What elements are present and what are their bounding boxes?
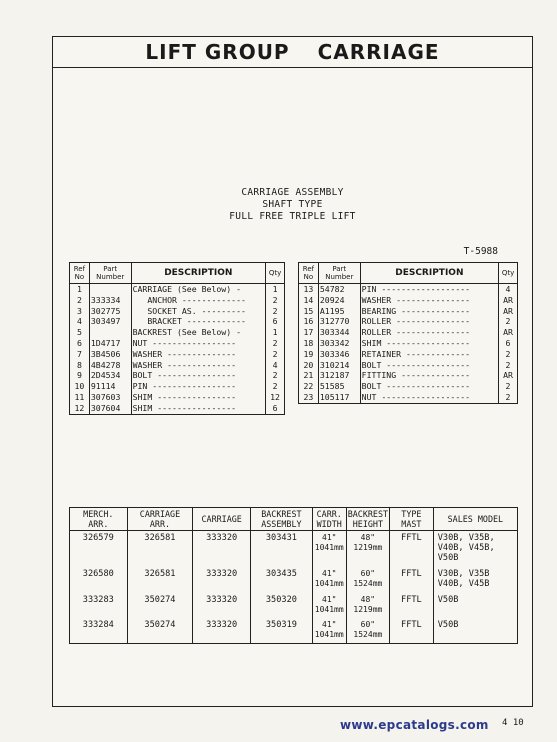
qty: 2: [266, 370, 285, 381]
description: NUT -----------------: [131, 338, 266, 349]
height-mm: 1524mm: [353, 578, 383, 588]
parts-row: [299, 306, 518, 317]
description: NUT ------------------: [360, 392, 498, 403]
width-inches: 41": [322, 595, 337, 604]
model-line: V50B: [437, 553, 459, 563]
part-number: 303346: [318, 349, 360, 360]
drawing-number: T-5988: [463, 246, 498, 257]
description: WASHER --------------: [131, 360, 266, 371]
qty: 4: [266, 360, 285, 371]
part-number: 91114: [89, 381, 131, 392]
ref-no: 18: [299, 338, 319, 349]
width-mm: 1041mm: [314, 629, 344, 639]
sales-model: [433, 531, 517, 568]
watermark[interactable]: www.epcatalogs.com: [340, 718, 489, 732]
parts-row: [70, 403, 285, 414]
parts-row: [70, 349, 285, 360]
sales-model: [433, 618, 517, 644]
qty: AR: [499, 295, 518, 306]
carr-width: [312, 531, 346, 568]
description: BOLT ----------------: [131, 370, 266, 381]
parts-table-right: [298, 262, 518, 404]
carriage-arr: 350274: [127, 618, 193, 644]
carriage: 333320: [193, 593, 251, 618]
qty-header: Qty: [266, 263, 285, 284]
description: ROLLER ---------------: [360, 327, 498, 338]
assembly-line-1: CARRIAGE ASSEMBLY: [241, 187, 344, 198]
sales-row: [70, 618, 518, 644]
parts-row: [70, 370, 285, 381]
height-inches: 48": [360, 533, 376, 542]
type-mast: FFTL: [390, 593, 434, 618]
assembly-line-3: FULL FREE TRIPLE LIFT: [229, 211, 356, 222]
sales-row: [70, 531, 518, 568]
parts-row: [70, 392, 285, 403]
carriage: 333320: [193, 618, 251, 644]
part-number: 307603: [89, 392, 131, 403]
part-number: [89, 327, 131, 338]
merch-arr: 326580: [70, 567, 128, 593]
qty: 6: [266, 403, 285, 414]
description: PIN -----------------: [131, 381, 266, 392]
parts-row: [299, 360, 518, 371]
part-number: 303342: [318, 338, 360, 349]
ref-no: 15: [299, 306, 319, 317]
part-number: [89, 284, 131, 295]
backrest-assembly: 303435: [251, 567, 313, 593]
model-line: V40B, V45B,: [437, 543, 495, 553]
ref-no: 19: [299, 349, 319, 360]
parts-row: [299, 284, 518, 295]
ref-no: 4: [70, 316, 90, 327]
width-inches: 41": [322, 620, 337, 629]
title-carriage: CARRIAGE: [317, 40, 440, 64]
ref-no: 7: [70, 349, 90, 360]
part-number: 312187: [318, 370, 360, 381]
parts-row: [70, 360, 285, 371]
qty: 4: [499, 284, 518, 295]
carr-width: [312, 618, 346, 644]
part-number: 312770: [318, 316, 360, 327]
height-mm: 1219mm: [353, 542, 383, 552]
ref-no: 9: [70, 370, 90, 381]
ref-no: 21: [299, 370, 319, 381]
carr-width-header: CARR. WIDTH: [312, 508, 346, 531]
ref-no: 10: [70, 381, 90, 392]
sales-model: [433, 567, 517, 593]
backrest-height: [346, 567, 389, 593]
model-line: V30B, V35B: [437, 569, 490, 579]
catalog-page: [52, 36, 533, 707]
sales-model: [433, 593, 517, 618]
part-number: 310214: [318, 360, 360, 371]
width-inches: 41": [322, 533, 337, 542]
merch-arr: 333284: [70, 618, 128, 644]
ref-no: 17: [299, 327, 319, 338]
ref-no: 12: [70, 403, 90, 414]
parts-table-left: [69, 262, 285, 415]
qty: 2: [499, 360, 518, 371]
ref-no: 2: [70, 295, 90, 306]
carriage-arr: 350274: [127, 593, 193, 618]
description: SOCKET AS. ---------: [131, 306, 266, 317]
page-number: 4 10: [502, 718, 524, 728]
height-inches: 60": [360, 620, 376, 629]
qty: 2: [266, 349, 285, 360]
description: WASHER --------------: [131, 349, 266, 360]
model-line: V40B, V45B: [437, 579, 490, 589]
assembly-line-2: SHAFT TYPE: [262, 199, 323, 210]
part-number: 51585: [318, 381, 360, 392]
carr-width: [312, 593, 346, 618]
merch-arr: 326579: [70, 531, 128, 568]
title-lift-group: LIFT GROUP: [145, 40, 290, 64]
type-mast-header: TYPE MAST: [390, 508, 434, 531]
height-mm: 1524mm: [353, 629, 383, 639]
backrest-height-header: BACKREST HEIGHT: [347, 509, 389, 529]
qty: 1: [266, 284, 285, 295]
parts-row: [299, 295, 518, 306]
backrest-assembly-header: BACKREST ASSEMBLY: [251, 508, 313, 531]
ref-no: 11: [70, 392, 90, 403]
carriage-arr: 326581: [127, 567, 193, 593]
carriage: 333320: [193, 567, 251, 593]
ref-no: 13: [299, 284, 319, 295]
qty: 6: [266, 316, 285, 327]
parts-header-row: [70, 263, 285, 284]
parts-row: [299, 316, 518, 327]
part-number: 303497: [89, 316, 131, 327]
sales-row: [70, 567, 518, 593]
ref-no: 14: [299, 295, 319, 306]
backrest-height: [346, 618, 389, 644]
backrest-assembly: 350320: [251, 593, 313, 618]
qty: 2: [499, 392, 518, 403]
qty: 2: [499, 381, 518, 392]
part-number: 2D4534: [89, 370, 131, 381]
description: ROLLER ---------------: [360, 316, 498, 327]
part-number: 105117: [318, 392, 360, 403]
model-line: V50B: [437, 595, 459, 605]
parts-row: [70, 381, 285, 392]
backrest-assembly: 303431: [251, 531, 313, 568]
ref-no: 5: [70, 327, 90, 338]
part-number: 303344: [318, 327, 360, 338]
part-number: A1195: [318, 306, 360, 317]
ref-no-header: Ref No: [70, 263, 90, 284]
qty: 2: [499, 349, 518, 360]
sales-row: [70, 593, 518, 618]
description: SHIM ----------------: [131, 403, 266, 414]
description: CARRIAGE (See Below) -: [131, 284, 266, 295]
part-number: 20924: [318, 295, 360, 306]
description: SHIM ----------------: [131, 392, 266, 403]
ref-no: 6: [70, 338, 90, 349]
model-line: V50B: [437, 620, 459, 630]
part-number: 1D4717: [89, 338, 131, 349]
qty: 2: [266, 306, 285, 317]
qty: 2: [499, 316, 518, 327]
description: WASHER ---------------: [360, 295, 498, 306]
part-number: 3B4506: [89, 349, 131, 360]
ref-no: 16: [299, 316, 319, 327]
parts-row: [70, 284, 285, 295]
carriage-arr-header: CARRIAGE ARR.: [127, 508, 193, 531]
sales-header-row: [70, 508, 518, 531]
qty: AR: [499, 370, 518, 381]
qty: 2: [266, 338, 285, 349]
parts-row: [70, 316, 285, 327]
backrest-height: [346, 531, 389, 568]
merch-arr: 333283: [70, 593, 128, 618]
description: BOLT -----------------: [360, 381, 498, 392]
qty: 2: [266, 295, 285, 306]
parts-row: [70, 306, 285, 317]
parts-row: [299, 381, 518, 392]
backrest-height: [346, 593, 389, 618]
height-inches: 48": [360, 595, 376, 604]
qty: AR: [499, 306, 518, 317]
description: RETAINER -------------: [360, 349, 498, 360]
description: BACKREST (See Below) -: [131, 327, 266, 338]
width-mm: 1041mm: [314, 604, 344, 614]
qty: 1: [266, 327, 285, 338]
qty: 6: [499, 338, 518, 349]
parts-row: [299, 370, 518, 381]
part-number: 302775: [89, 306, 131, 317]
type-mast: FFTL: [390, 531, 434, 568]
part-number: 4B4278: [89, 360, 131, 371]
description-header: DESCRIPTION: [360, 263, 498, 284]
description: PIN ------------------: [360, 284, 498, 295]
width-mm: 1041mm: [314, 542, 344, 552]
description: ANCHOR -------------: [131, 295, 266, 306]
width-inches: 41": [322, 569, 337, 578]
part-number: 333334: [89, 295, 131, 306]
sales-model-table: [69, 507, 518, 644]
part-number: 307604: [89, 403, 131, 414]
backrest-assembly: 350319: [251, 618, 313, 644]
description: BOLT -----------------: [360, 360, 498, 371]
part-number-header: Part Number: [89, 263, 131, 284]
ref-no: 3: [70, 306, 90, 317]
merch-arr-header: MERCH. ARR.: [70, 508, 128, 531]
description: SHIM -----------------: [360, 338, 498, 349]
assembly-caption: [53, 187, 532, 223]
height-mm: 1219mm: [353, 604, 383, 614]
type-mast: FFTL: [390, 618, 434, 644]
ref-no: 8: [70, 360, 90, 371]
qty: 2: [266, 381, 285, 392]
parts-row: [70, 338, 285, 349]
parts-header-row: [299, 263, 518, 284]
carriage: 333320: [193, 531, 251, 568]
width-mm: 1041mm: [314, 578, 344, 588]
carriage-arr: 326581: [127, 531, 193, 568]
carriage-header: CARRIAGE: [193, 508, 251, 531]
ref-no: 1: [70, 284, 90, 295]
parts-row: [299, 349, 518, 360]
description-header: DESCRIPTION: [131, 263, 266, 284]
qty: 12: [266, 392, 285, 403]
parts-row: [299, 338, 518, 349]
ref-no: 23: [299, 392, 319, 403]
parts-row: [70, 295, 285, 306]
carr-width: [312, 567, 346, 593]
height-inches: 60": [360, 569, 376, 578]
page-title: [53, 37, 532, 68]
parts-row: [299, 392, 518, 403]
part-number-header: Part Number: [318, 263, 360, 284]
description: BEARING --------------: [360, 306, 498, 317]
type-mast: FFTL: [390, 567, 434, 593]
parts-row: [299, 327, 518, 338]
ref-no: 20: [299, 360, 319, 371]
sales-model-header: SALES MODEL: [433, 508, 517, 531]
qty: AR: [499, 327, 518, 338]
description: BRACKET ------------: [131, 316, 266, 327]
qty-header: Qty: [499, 263, 518, 284]
ref-no-header: Ref No: [299, 263, 319, 284]
description: FITTING --------------: [360, 370, 498, 381]
part-number: 54782: [318, 284, 360, 295]
parts-row: [70, 327, 285, 338]
ref-no: 22: [299, 381, 319, 392]
model-line: V30B, V35B,: [437, 533, 495, 543]
